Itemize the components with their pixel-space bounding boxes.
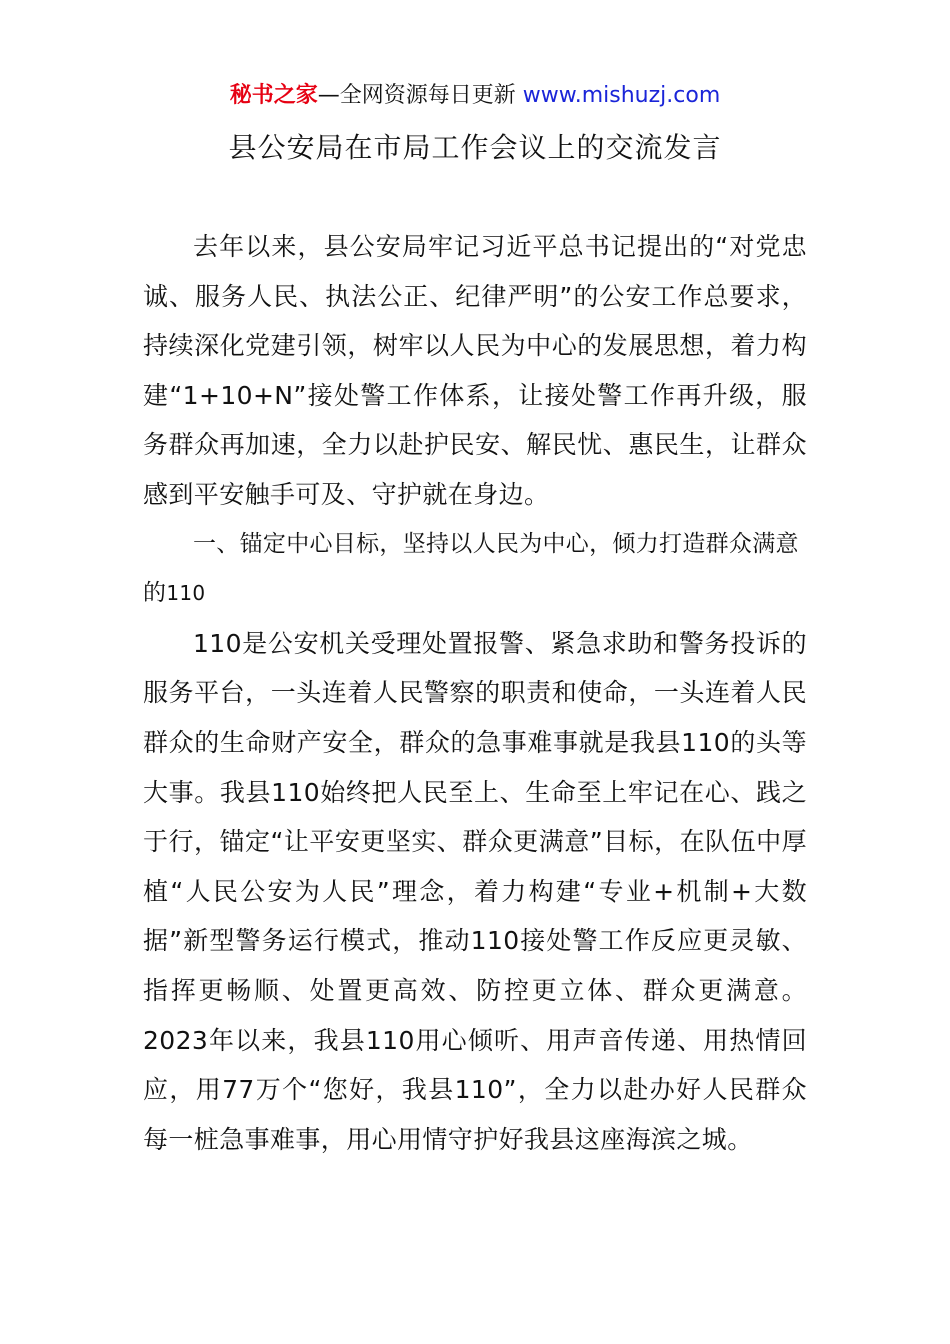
site-url-link[interactable]: www.mishuzj.com: [522, 83, 721, 108]
site-header: [0, 80, 950, 112]
document-body: [143, 222, 807, 1164]
section-1-paragraph: 110是公安机关受理处置报警、紧急求助和警务投诉的服务平台，一头连着人民警察的职责和使命，一头连着人民群众的生命财产安全，群众的急事难事就是我县110的头等大事。我县110始终把人民至上、生命至上牢记在心、践之于行，锚定“让平安更坚实、群众更满意”目标，在队伍中厚植“人民公安为人民”理念，着力构建“专业+机制+大数据”新型警务运行模式，推动110接处警工作反应更灵敏、指挥更畅顺、处置更高效、防控更立体、群众更满意。2023年以来，我县110用心倾听、用声音传递、用热情回应，用77万个“您好，我县110”，全力以赴办好人民群众每一桩急事难事，用心用情守护好我县这座海滨之城。: [143, 628, 807, 1154]
site-tagline: —全网资源每日更新: [317, 83, 516, 108]
intro-paragraph: 去年以来，县公安局牢记习近平总书记提出的“对党忠诚、服务人民、执法公正、纪律严明”的公安工作总要求，持续深化党建引领，树牢以人民为中心的发展思想，着力构建“1+10+N”接处警工作体系，让接处警工作再升级，服务群众再加速，全力以赴护民安、解民忧、惠民生，让群众感到平安触手可及、守护就在身边。: [143, 232, 807, 509]
section-1-heading: [143, 520, 807, 619]
section-1-heading-main: 一、锚定中心目标，坚持以人民为中心，倾力打造群众满意的: [143, 530, 799, 607]
section-1-heading-tail: 110: [166, 581, 206, 606]
site-brand: 秘书之家: [229, 83, 318, 108]
document-title: 县公安局在市局工作会议上的交流发言: [228, 131, 722, 164]
